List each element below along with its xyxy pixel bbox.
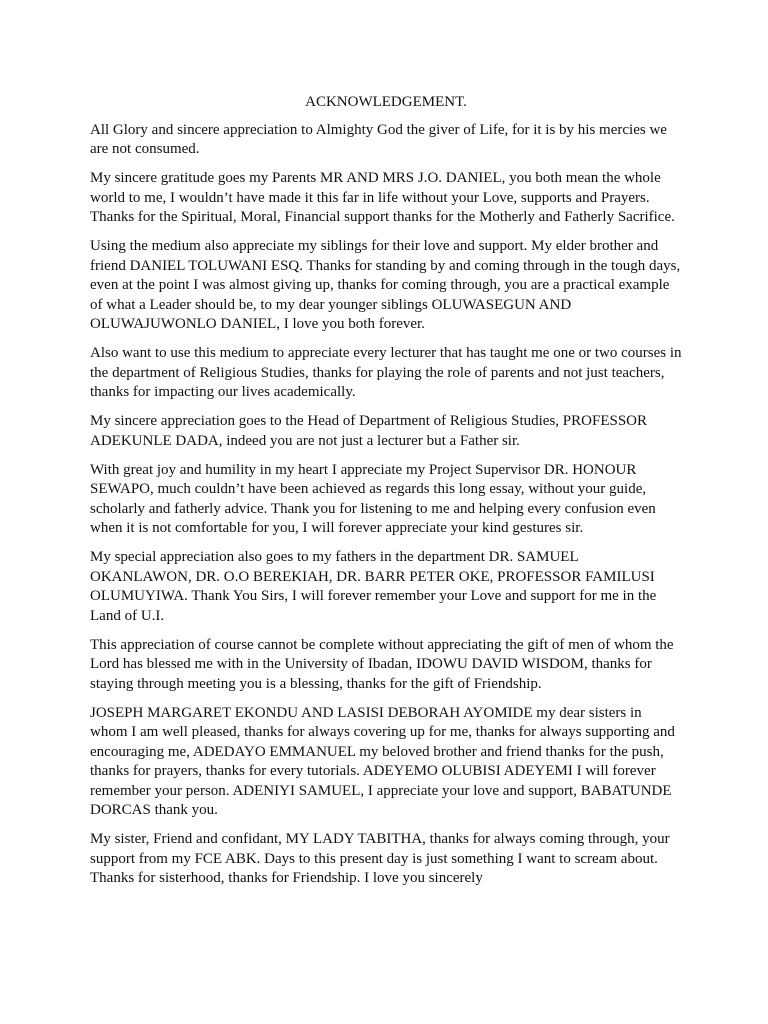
paragraph-siblings: Using the medium also appreciate my siblings for their love and support. My elder brother and friend DANIEL TOLUWANI ESQ. Thanks for standing by and coming through in the tough days, even at the point I was almost giving up, thanks for coming through, you are a practical example of what a Leader should be, to my dear younger siblings OLUWASEGUN AND OLUWAJUWONLO DANIEL, I love you both forever. [90,238,681,332]
document-body [90,93,682,898]
paragraph-sisters-brothers: JOSEPH MARGARET EKONDU AND LASISI DEBORAH AYOMIDE my dear sisters in whom I am well pleased, thanks for always covering up for me, thanks for always supporting and encouraging me, ADEDAYO EMMANUEL my beloved brother and friend thanks for the push, thanks for prayers, thanks for every tutorials. ADEYEMO OLUBISI ADEYEMI I will forever remember your person. ADENIYI SAMUEL, I appreciate your love and support, BABATUNDE DORCAS thank you. [90,704,675,818]
paragraph-god: All Glory and sincere appreciation to Almighty God the giver of Life, for it is by his mercies we are not consumed. [90,121,667,157]
paragraph-lecturers: Also want to use this medium to appreciate every lecturer that has taught me one or two courses in the department of Religious Studies, thanks for playing the role of parents and not just teachers, thanks for impacting our lives academically. [90,345,682,400]
paragraph-parents: My sincere gratitude goes my Parents MR AND MRS J.O. DANIEL, you both mean the whole world to me, I wouldn’t have made it this far in life without your Love, supports and Prayers. Thanks for the Spiritual, Moral, Financial support thanks for the Motherly and Fatherly Sacrifice. [90,170,675,225]
paragraph-confidant: My sister, Friend and confidant, MY LADY TABITHA, thanks for always coming through, your support from my FCE ABK. Days to this present day is just something I want to scream about. Thanks for sisterhood, thanks for Friendship. I love you sincerely [90,831,670,886]
paragraph-supervisor: With great joy and humility in my heart I appreciate my Project Supervisor DR. HONOUR SEWAPO, much couldn’t have been achieved as regards this long essay, without your guide, scholarly and fatherly advice. Thank you for listening to me and helping every confusion even when it is not comfortable for you, I will forever appreciate your kind gestures sir. [90,461,656,536]
paragraph-friends: This appreciation of course cannot be complete without appreciating the gift of men of whom the Lord has blessed me with in the University of Ibadan, IDOWU DAVID WISDOM, thanks for staying through meeting you is a blessing, thanks for the gift of Friendship. [90,636,674,692]
paragraph-department-fathers: My special appreciation also goes to my fathers in the department DR. SAMUEL OKANLAWON, DR. O.O BEREKIAH, DR. BARR PETER OKE, PROFESSOR FAMILUSI OLUMUYIWA. Thank You Sirs, I will forever remember your Love and support for me in the Land of U.I. [90,549,657,624]
paragraph-head-of-department: My sincere appreciation goes to the Head of Department of Religious Studies, PROFESSOR ADEKUNLE DADA, indeed you are not just a lecturer but a Father sir. [90,413,647,449]
page-title: ACKNOWLEDGEMENT. [305,94,467,110]
